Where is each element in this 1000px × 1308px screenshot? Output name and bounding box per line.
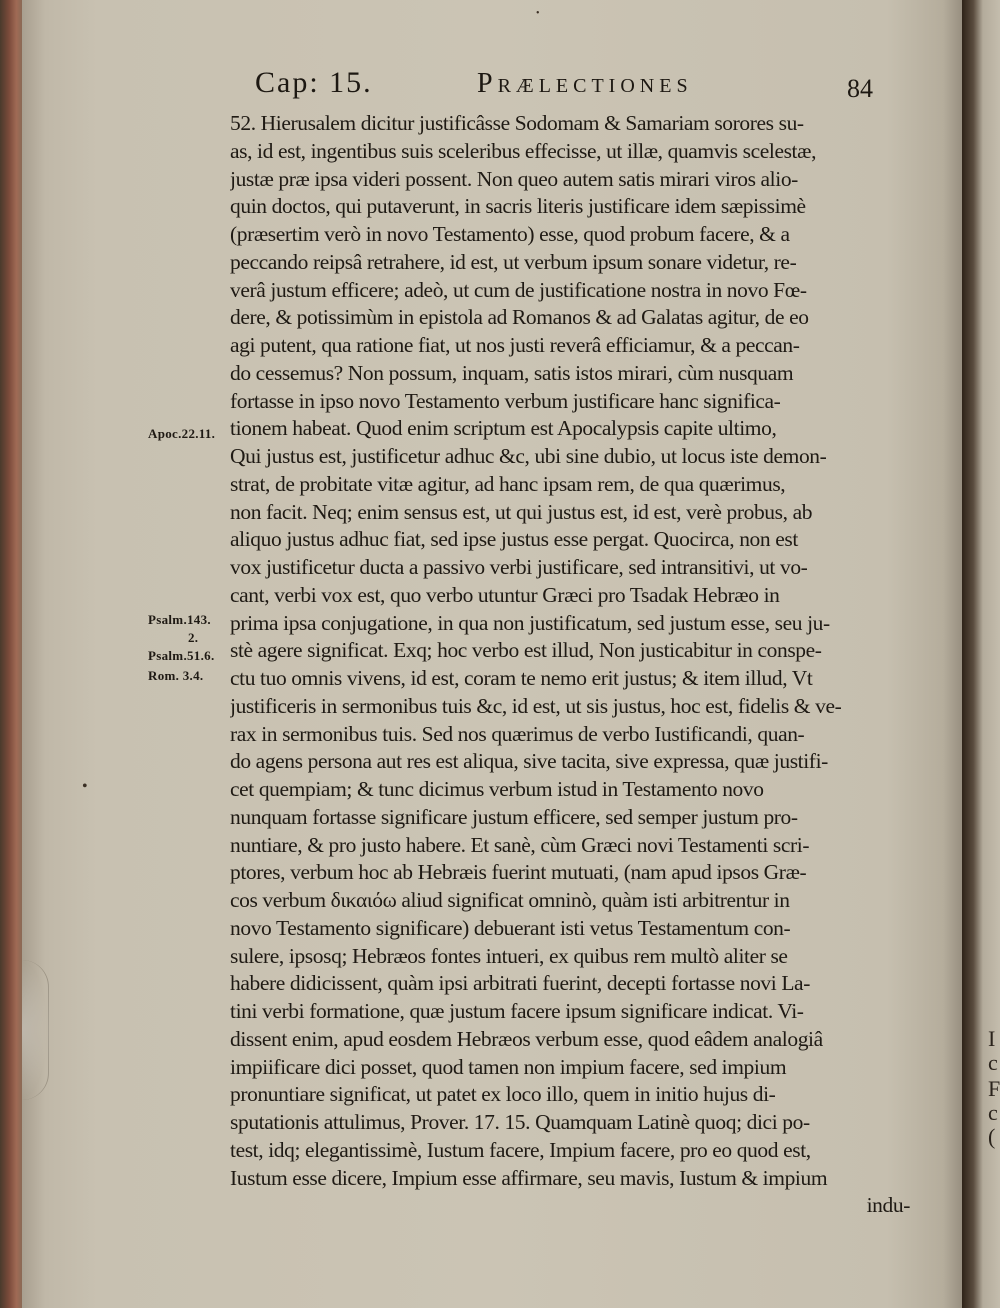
text-line: rax in sermonibus tuis. Sed nos quærimus de verbo Iustificandi, quan- xyxy=(230,721,805,746)
text-line: tini verbi formatione, quæ justum facere ipsum significare indicat. Vi- xyxy=(230,999,804,1023)
text-line: sulere, ipsosq; Hebræos fontes intueri, ex quibus rem multò aliter se xyxy=(230,943,788,968)
text-line: ptores, verbum hoc ab Hebræis fuerint mutuati, (nam apud ipsos Græ- xyxy=(230,860,807,885)
text-line: quin doctos, qui putaverunt, in sacris literis justificare idem sæpissimè xyxy=(230,194,806,219)
text-line: fortasse in ipso novo Testamento verbum justificare hanc significa- xyxy=(230,388,781,413)
text-line: dissent enim, apud eosdem Hebræos verbum esse, quod eâdem analogiâ xyxy=(230,1026,823,1051)
page-fold-shadow xyxy=(22,960,49,1100)
text-line: peccando reipsâ retrahere, id est, ut verbum ipsum sonare videtur, re- xyxy=(230,249,797,274)
text-line: agi putent, qua ratione fiat, ut nos justi reverâ efficiamur, & a peccan- xyxy=(230,333,800,357)
text-line: 52. Hierusalem dicitur justificâsse Sodomam & Samariam sorores su- xyxy=(230,111,804,135)
body-text xyxy=(230,110,920,1220)
text-line: nunquam fortasse significare justum efficere, sed semper justum pro- xyxy=(230,804,798,829)
text-line: Iustum esse dicere, Impium esse affirmare, seu mavis, Iustum & impium xyxy=(230,1165,828,1190)
text-line: dere, & potissimùm in epistola ad Romanos & ad Galatas agitur, de eo xyxy=(230,305,809,330)
chapter-label: Cap: 15. xyxy=(255,66,373,99)
catchword: indu- xyxy=(866,1193,910,1218)
ink-spot: • xyxy=(536,8,540,19)
text-line: pronuntiare significat, ut patet ex loco illo, quem in initio hujus di- xyxy=(230,1082,776,1107)
text-line: novo Testamento significare) debuerant isti vetus Testamentum con- xyxy=(230,915,791,940)
text-line: (præsertim verò in novo Testamento) esse, quod probum facere, & a xyxy=(230,222,790,246)
text-line: non facit. Neq; enim sensus est, ut qui justus est, id est, verè probus, ab xyxy=(230,499,813,524)
text-line: tionem habeat. Quod enim scriptum est Apocalypsis capite ultimo, xyxy=(230,416,777,441)
ink-spot: • xyxy=(82,778,88,795)
running-header xyxy=(255,66,915,106)
margin-reference: Psalm.51.6. xyxy=(148,648,215,663)
text-line: do cessemus? Non possum, inquam, satis istos mirari, cùm nusquam xyxy=(230,360,794,385)
text-line: cet quempiam; & tunc dicimus verbum istud in Testamento novo xyxy=(230,777,764,801)
adjacent-page-fragment: ( xyxy=(988,1124,996,1149)
text-line: vox justificetur ducta a passivo verbi justificare, sed intransitivi, ut vo- xyxy=(230,555,808,579)
margin-reference: Rom. 3.4. xyxy=(148,668,204,683)
text-line: as, id est, ingentibus suis sceleribus effecisse, ut illæ, quamvis scelestæ, xyxy=(230,138,817,163)
running-title: Prælectiones xyxy=(477,68,693,99)
text-line: prima ipsa conjugatione, in qua non justificatum, sed justum esse, seu ju- xyxy=(230,610,830,635)
page-number: 84 xyxy=(847,74,873,103)
text-line: nuntiare, & pro justo habere. Et sanè, cùm Græci novi Testamenti scri- xyxy=(230,832,810,857)
text-line: Qui justus est, justificetur adhuc &c, ubi sine dubio, ut locus iste demon- xyxy=(230,444,827,468)
adjacent-page-fragment: I xyxy=(988,1026,996,1051)
text-line: justæ præ ipsa videri possent. Non queo autem satis mirari viros alio- xyxy=(230,166,798,191)
text-line: do agens persona aut res est aliqua, sive tacita, sive expressa, quæ justifi- xyxy=(230,749,828,774)
text-line: sputationis attulimus, Prover. 17. 15. Quamquam Latinè quoq; dici po- xyxy=(230,1110,810,1134)
text-line: impiificare dici posset, quod tamen non impium facere, sed impium xyxy=(230,1054,787,1079)
text-line: habere didicissent, quàm ipsi arbitrati fuerint, decepti fortasse novi La- xyxy=(230,971,810,996)
text-line: test, idq; elegantissimè, Iustum facere, Impium facere, pro eo quod est, xyxy=(230,1137,811,1162)
text-line: cos verbum δικαιόω aliud significat omninò, quàm isti arbitrentur in xyxy=(230,888,790,912)
book-spine-edge xyxy=(0,0,22,1308)
text-line: strat, de probitate vitæ agitur, ad hanc ipsam rem, de qua quærimus, xyxy=(230,471,786,496)
text-line: verâ justum efficere; adeò, ut cum de justificatione nostra in novo Fœ- xyxy=(230,277,807,302)
margin-reference: 2. xyxy=(188,630,199,645)
margin-reference: Psalm.143. xyxy=(148,612,211,627)
adjacent-page-edge xyxy=(962,0,1000,1308)
adjacent-page-fragment: c xyxy=(988,1100,998,1125)
text-line: stè agere significat. Exq; hoc verbo est illud, Non justicabitur in conspe- xyxy=(230,638,822,663)
text-line: cant, verbi vox est, quo verbo utuntur Græci pro Tsadak Hebræo in xyxy=(230,582,780,607)
margin-reference: Apoc.22.11. xyxy=(148,426,216,441)
text-line: justificeris in sermonibus tuis &c, id est, ut sis justus, hoc est, fidelis & ve- xyxy=(230,693,842,718)
text-line: aliquo justus adhuc fiat, sed ipse justus esse pergat. Quocirca, non est xyxy=(230,527,798,552)
adjacent-page-fragment: c xyxy=(988,1050,998,1075)
text-line: ctu tuo omnis vivens, id est, coram te nemo erit justus; & item illud, Vt xyxy=(230,666,813,690)
adjacent-page-fragment: F xyxy=(988,1076,1000,1101)
